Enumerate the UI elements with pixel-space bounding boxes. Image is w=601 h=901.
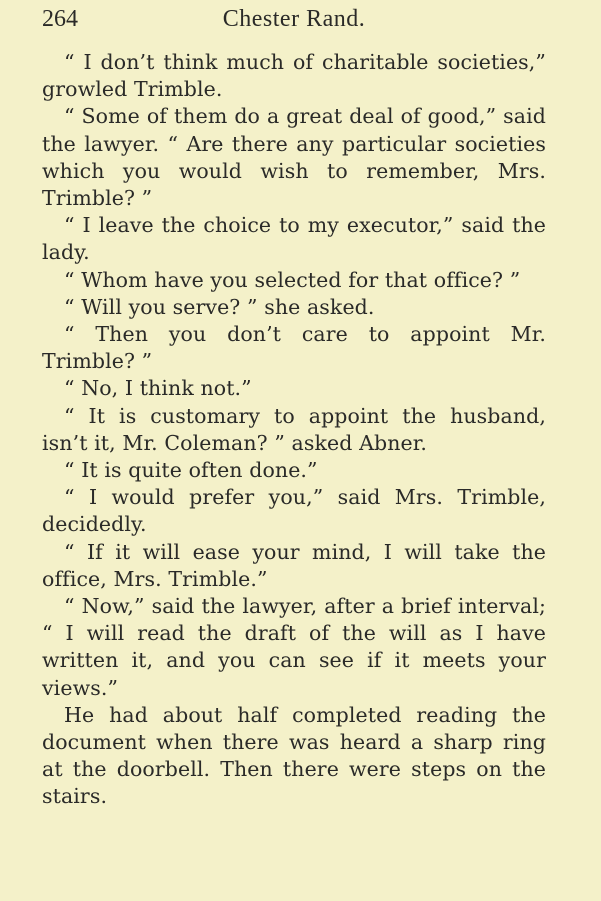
paragraph: “ It is customary to appoint the husband, isn’t it, Mr. Coleman? ” asked Abner. [42, 403, 546, 455]
running-title: Chester Rand. [222, 6, 366, 32]
paragraph: “ Some of them do a great deal of good,” said the lawyer. “ Are there any particular societies which you would wish to remember, Mrs. Trimble? ” [42, 104, 546, 211]
paragraph: “ Now,” said the lawyer, after a brief interval; “ I will read the draft of the will as I have written it, and you can see if it meets your views.” [42, 594, 546, 700]
paragraph: He had about half completed reading the document when there was heard a sharp ring at the doorbell. Then there were steps on the stairs. [42, 702, 546, 809]
paragraph: “ It is quite often done.” [64, 458, 318, 483]
paragraph: “ Whom have you selected for that office? ” [64, 267, 521, 292]
running-head [42, 6, 546, 36]
paragraph: “ Then you don’t care to appoint Mr. Trimble? ” [42, 322, 546, 374]
paragraph: “ I would prefer you,” said Mrs. Trimble, decidedly. [42, 485, 546, 537]
body-text [42, 49, 546, 811]
paragraph: “ If it will ease your mind, I will take the office, Mrs. Trimble.” [42, 539, 546, 591]
paragraph: “ I don’t think much of charitable societies,” growled Trimble. [42, 50, 546, 102]
paragraph: “ Will you serve? ” she asked. [64, 294, 375, 319]
paragraph: “ No, I think not.” [64, 376, 252, 401]
paragraph: “ I leave the choice to my executor,” said the lady. [42, 213, 546, 265]
page-number: 264 [42, 6, 78, 32]
